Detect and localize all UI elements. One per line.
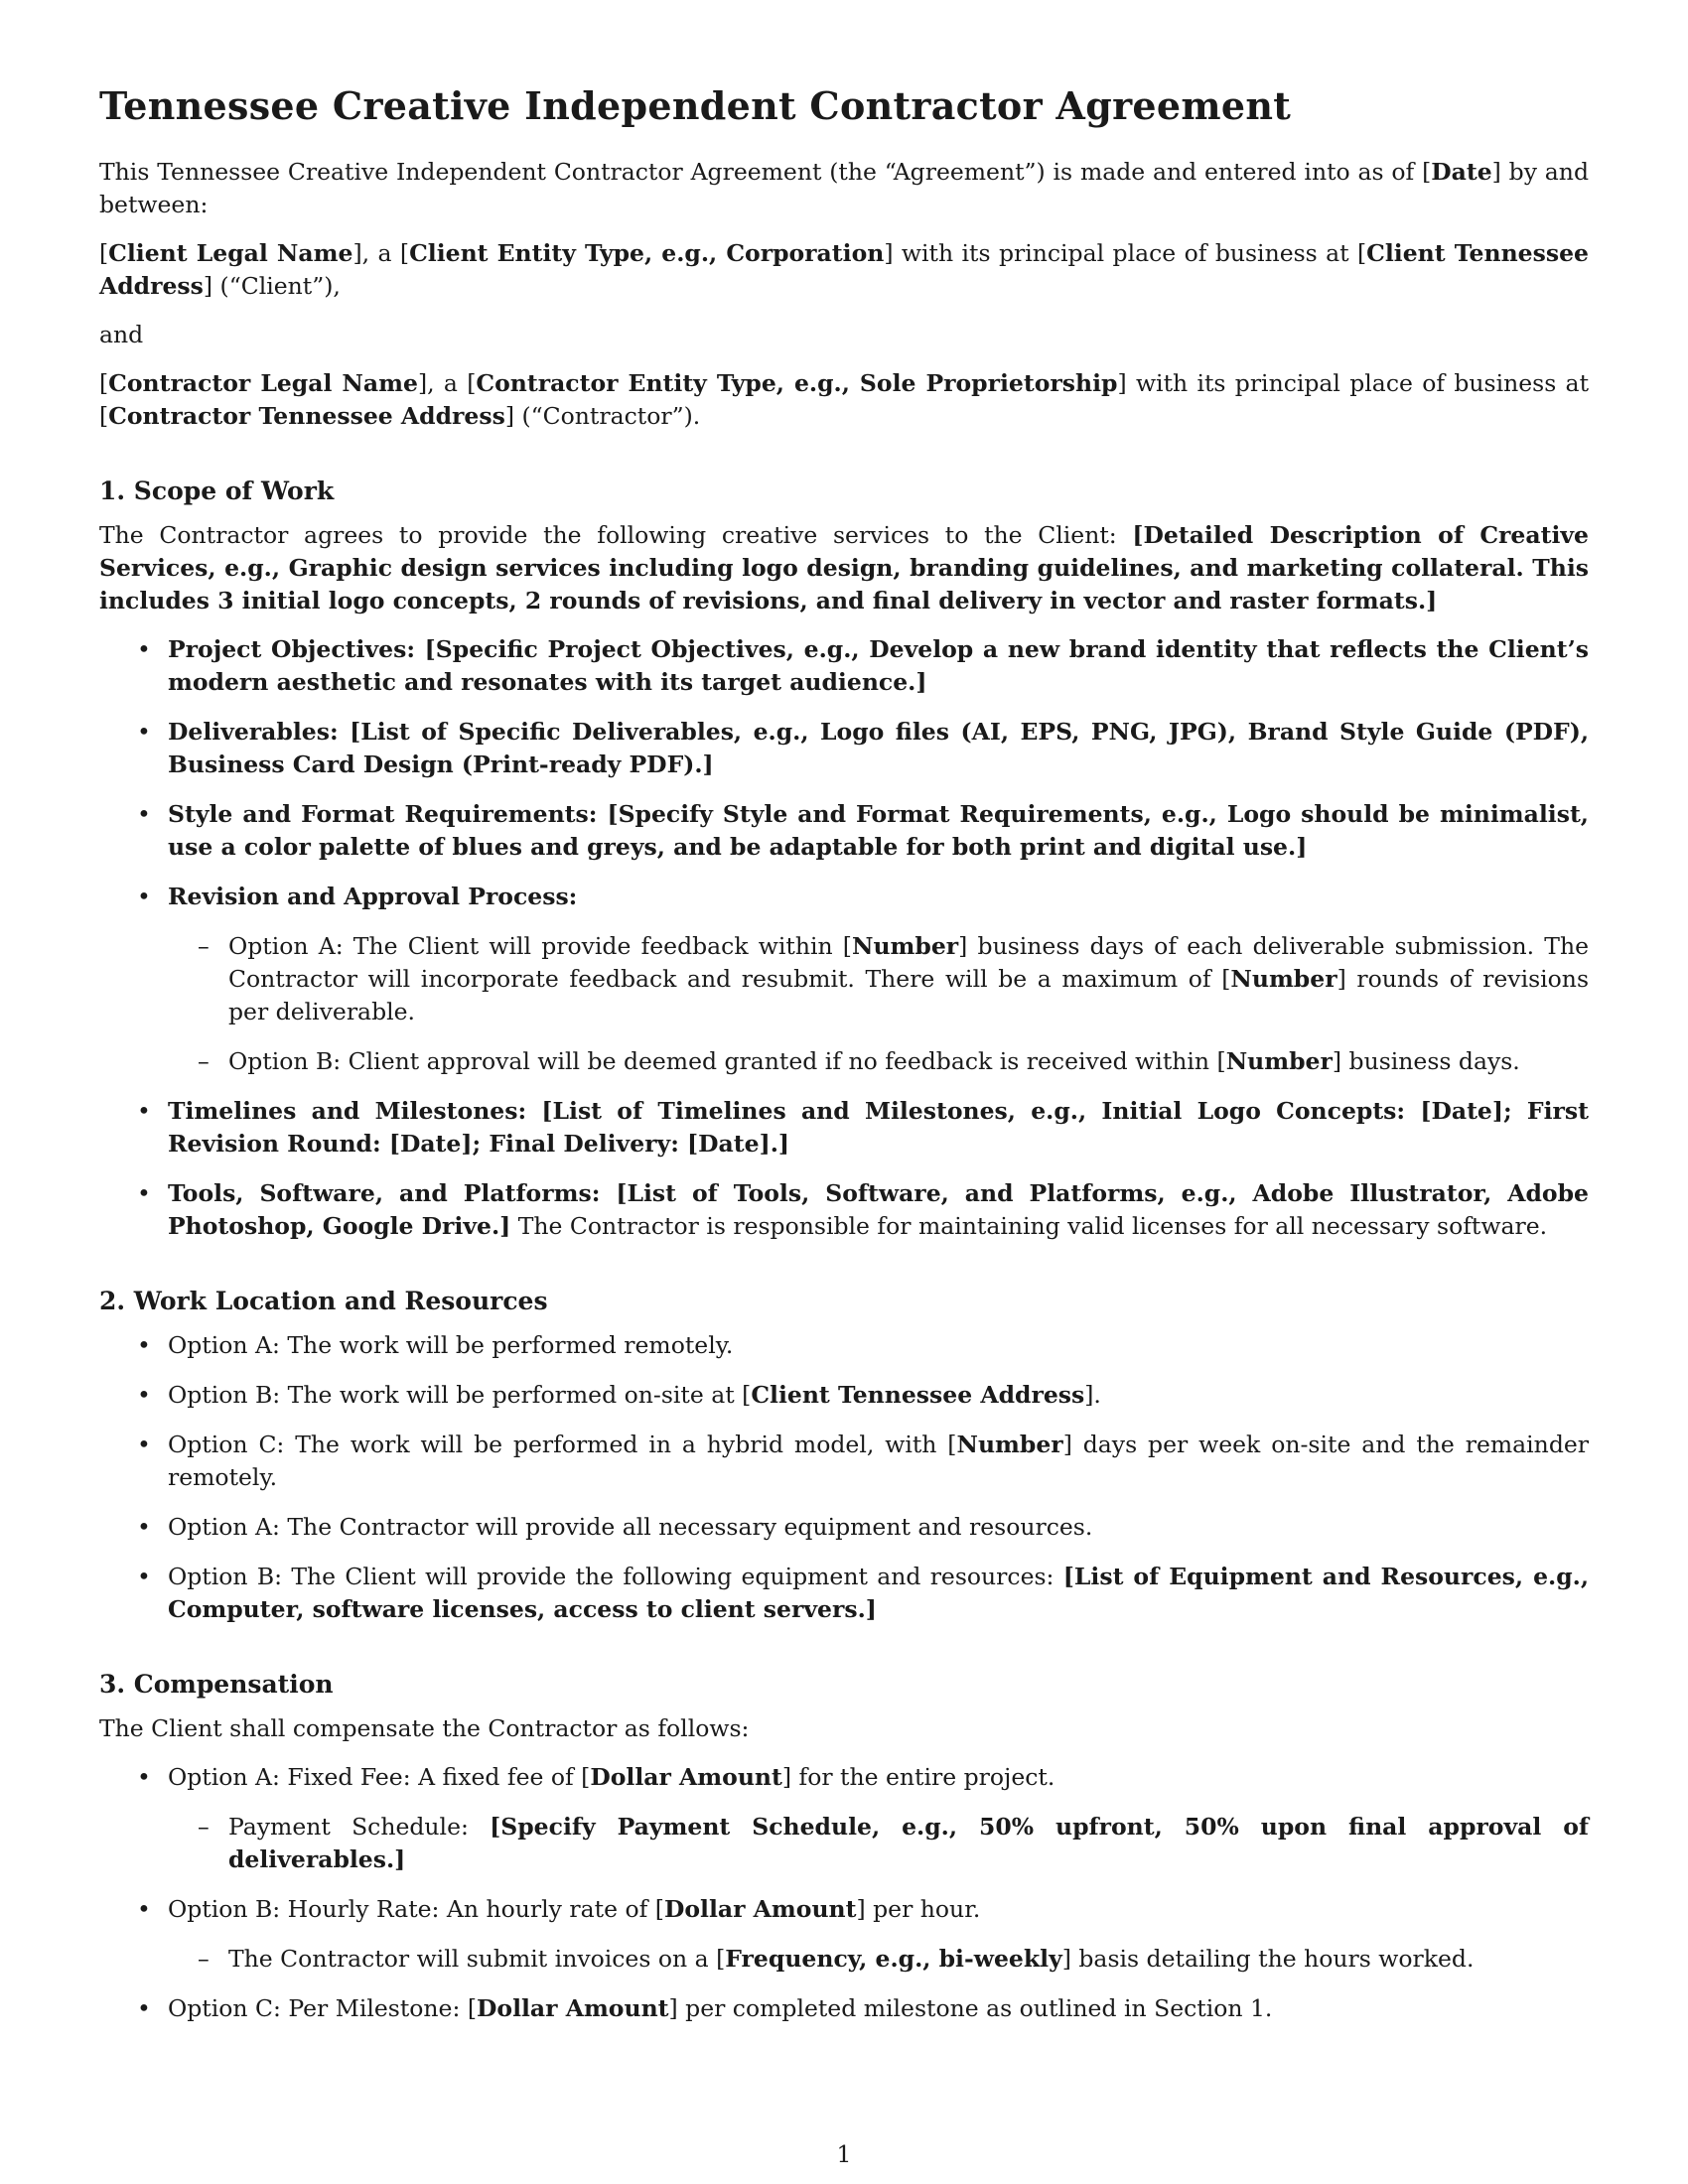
list-item-tools: • Tools, Software, and Platforms: [List of Tools, Software, and Platforms, e.g., Adobe Illustrator, Adobe Photoshop, Google Drive.] The Contractor is responsible for maintaining valid licenses for all necessary software. bbox=[99, 1177, 1589, 1243]
resources-option-a: • Option A: The Contractor will provide all necessary equipment and resources. bbox=[99, 1511, 1589, 1544]
section-heading-compensation: 3. Compensation bbox=[99, 1670, 334, 1699]
revision-option-b: – Option B: Client approval will be deemed granted if no feedback is received within [Number] business days. bbox=[168, 1045, 1589, 1078]
compensation-option-c: • Option C: Per Milestone: [Dollar Amount] per completed milestone as outlined in Section 1. bbox=[99, 1992, 1589, 2025]
location-option-a: • Option A: The work will be performed remotely. bbox=[99, 1329, 1589, 1362]
payment-schedule-item: – Payment Schedule: [Specify Payment Schedule, e.g., 50% upfront, 50% upon final approval of deliverables.] bbox=[168, 1811, 1589, 1876]
work-location-list bbox=[99, 1329, 1589, 1626]
section-heading-scope-of-work: 1. Scope of Work bbox=[99, 477, 335, 505]
compensation-option-b: • Option B: Hourly Rate: An hourly rate of [Dollar Amount] per hour. – The Contractor will submit invoices on a [Frequency, e.g., bi-weekly] basis detailing the hours worked. bbox=[99, 1893, 1589, 1976]
location-option-c: • Option C: The work will be performed in a hybrid model, with [Number] days per week on-site and the remainder remotely. bbox=[99, 1429, 1589, 1494]
location-option-b: • Option B: The work will be performed on-site at [Client Tennessee Address]. bbox=[99, 1379, 1589, 1412]
page-number: 1 bbox=[836, 2140, 852, 2168]
section-heading-work-location: 2. Work Location and Resources bbox=[99, 1287, 548, 1315]
compensation-intro: The Client shall compensate the Contractor as follows: bbox=[99, 1714, 750, 1742]
list-item-timelines: • Timelines and Milestones: [List of Timelines and Milestones, e.g., Initial Logo Concepts: [Date]; First Revision Round: [Date]; Final Delivery: [Date].] bbox=[99, 1095, 1589, 1160]
document-title: Tennessee Creative Independent Contractor Agreement bbox=[99, 83, 1292, 128]
fixed-fee-sublist bbox=[168, 1811, 1589, 1876]
compensation-list bbox=[99, 1761, 1589, 2025]
revision-options-list bbox=[168, 930, 1589, 1078]
document-page bbox=[99, 83, 1589, 2042]
list-item-project-objectives: • Project Objectives: [Specific Project Objectives, e.g., Develop a new brand identity that reflects the Client’s modern aesthetic and resonates with its target audience.] bbox=[99, 633, 1589, 699]
resources-option-b: • Option B: The Client will provide the following equipment and resources: [List of Equipment and Resources, e.g., Computer, software licenses, access to client servers.] bbox=[99, 1561, 1589, 1626]
list-item-revision-process: • Revision and Approval Process: – Option A: The Client will provide feedback within [Number] business days of each deliverable submission. The Contractor will incorporate feedback and resubmit. There will be a maximum of [Number] rounds of revisions per deliverable. – Option B: Client approval will be deemed granted if no feedback is received within [Number] business days. bbox=[99, 881, 1589, 1078]
and-text: and bbox=[99, 321, 144, 348]
revision-option-a: – Option A: The Client will provide feedback within [Number] business days of each deliverable submission. The Contractor will incorporate feedback and resubmit. There will be a maximum of [Number] rounds of revisions per deliverable. bbox=[168, 930, 1589, 1028]
list-item-deliverables: • Deliverables: [List of Specific Deliverables, e.g., Logo files (AI, EPS, PNG, JPG), Brand Style Guide (PDF), Business Card Design (Print-ready PDF).] bbox=[99, 716, 1589, 781]
intro-paragraph: This Tennessee Creative Independent Contractor Agreement (the “Agreement”) is made and entered into as of [Date] by and between: bbox=[99, 158, 1589, 218]
hourly-rate-sublist bbox=[168, 1943, 1589, 1976]
client-party-paragraph: [Client Legal Name], a [Client Entity Type, e.g., Corporation] with its principal place of business at [Client Tennessee Address] (“Client”), bbox=[99, 239, 1589, 300]
contractor-party-paragraph: [Contractor Legal Name], a [Contractor Entity Type, e.g., Sole Proprietorship] with its principal place of business at [Contractor Tennessee Address] (“Contractor”). bbox=[99, 369, 1590, 430]
scope-list bbox=[99, 633, 1589, 1243]
list-item-style-format: • Style and Format Requirements: [Specify Style and Format Requirements, e.g., Logo should be minimalist, use a color palette of blues and greys, and be adaptable for both print and digital use.] bbox=[99, 798, 1589, 864]
scope-intro-paragraph: The Contractor agrees to provide the following creative services to the Client: [Detailed Description of Creative Services, e.g., Graphic design services including logo design, branding guidelines, and marketing collateral. This includes 3 initial logo concepts, 2 rounds of revisions, and final delivery in vector and raster formats.] bbox=[99, 521, 1590, 614]
invoice-frequency-item: – The Contractor will submit invoices on a [Frequency, e.g., bi-weekly] basis detailing the hours worked. bbox=[168, 1943, 1589, 1976]
compensation-option-a: • Option A: Fixed Fee: A fixed fee of [Dollar Amount] for the entire project. – Payment Schedule: [Specify Payment Schedule, e.g., 50% upfront, 50% upon final approval of deliverables.] bbox=[99, 1761, 1589, 1876]
